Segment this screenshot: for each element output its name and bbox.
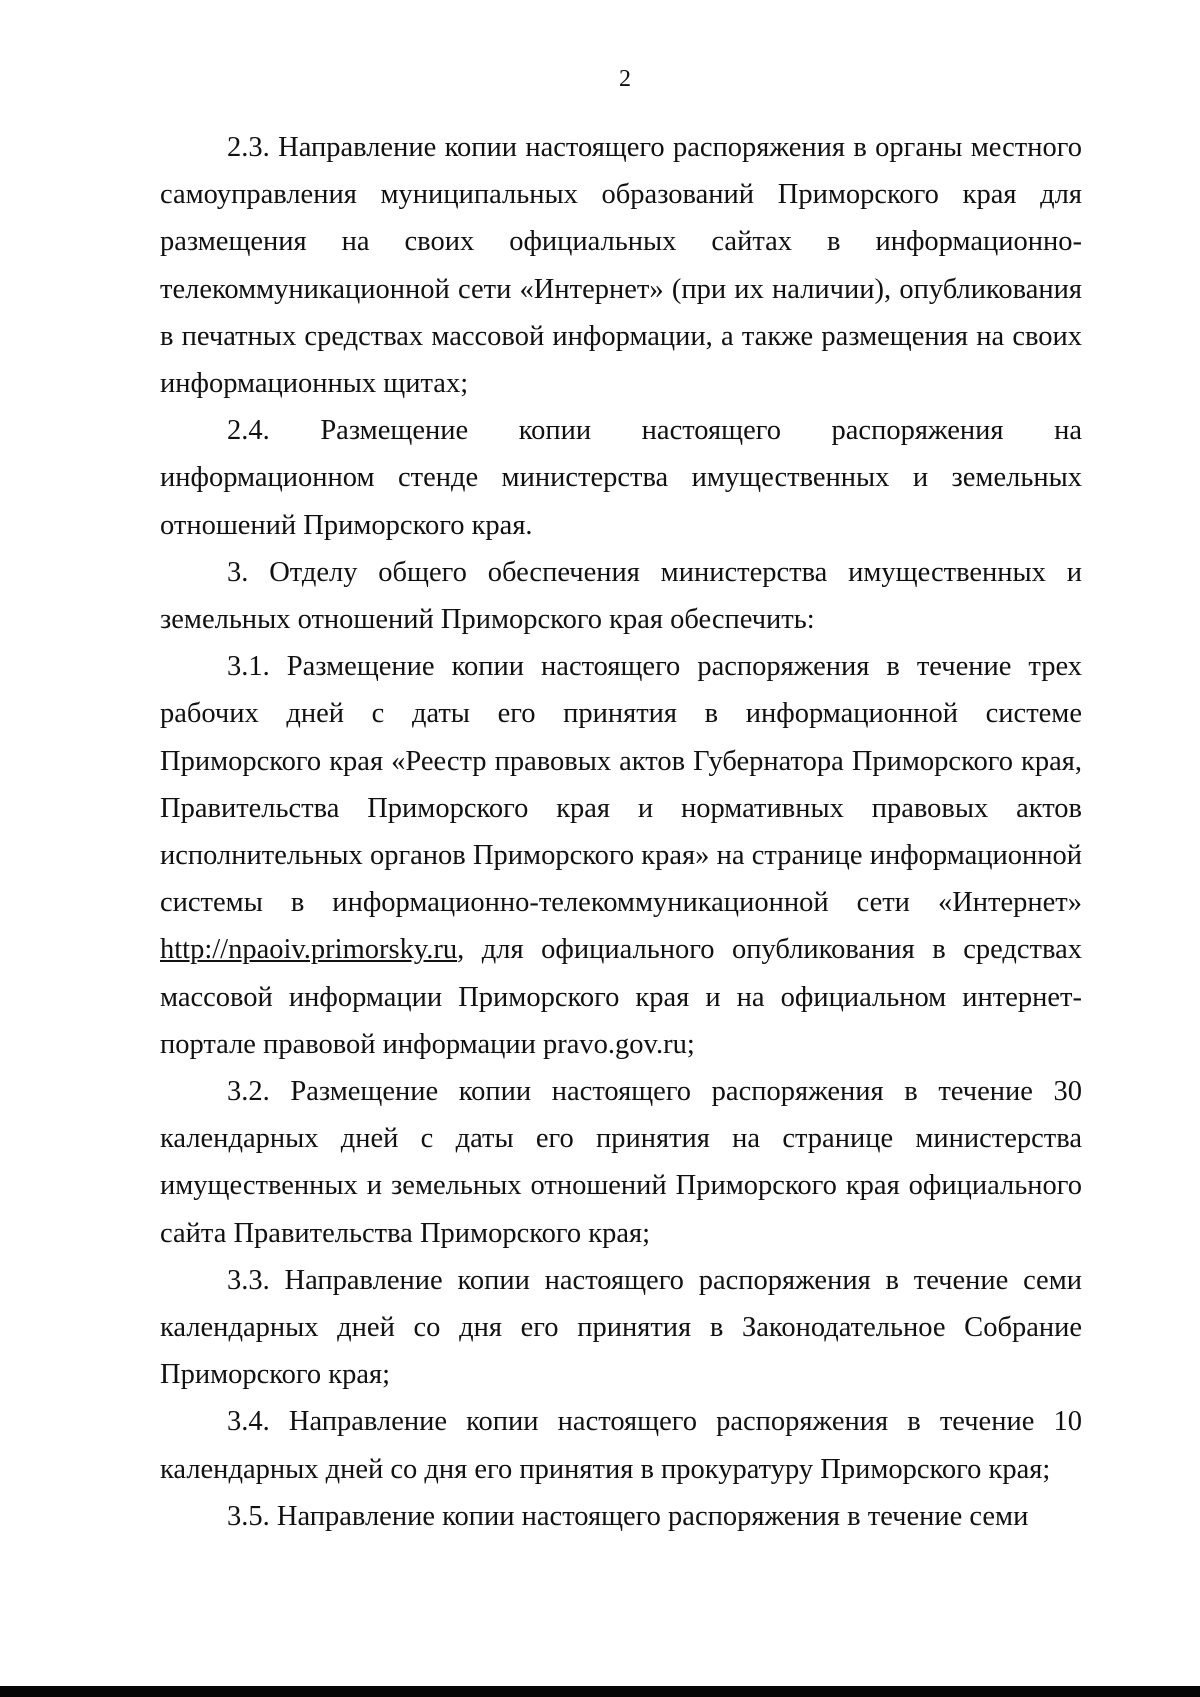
npaoiv-link[interactable]: http://npaoiv.primorsky.ru [160, 934, 458, 966]
document-body [160, 124, 1082, 1540]
scan-edge-bar [0, 1686, 1200, 1697]
page-number: 2 [619, 66, 631, 92]
paragraph-3-3: 3.3. Направление копии настоящего распоряжения в течение семи календарных дней со дня его принятия в Законодательное Собрание Приморского края; [160, 1264, 1082, 1391]
paragraph-3-1-text-before-link: 3.1. Размещение копии настоящего распоряжения в течение трех рабочих дней с даты его принятия в информационной системе Приморского края «Реестр правовых актов Губернатора Приморского края, Правительства Приморского края и нормативных правовых актов исполнительных органов Приморского края» на странице информационной системы в информационно-телекоммуникационной сети «Интернет» [160, 651, 1082, 919]
paragraph-2-3: 2.3. Направление копии настоящего распоряжения в органы местного самоуправления муниципальных образований Приморского края для размещения на своих официальных сайтах в информационно-телекоммуникационной сети «Интернет» (при их наличии), опубликования в печатных средствах массовой информации, а также размещения на своих информационных щитах; [160, 132, 1082, 400]
paragraph-3-4: 3.4. Направление копии настоящего распоряжения в течение 10 календарных дней со дня его принятия в прокуратуру Приморского края; [160, 1406, 1082, 1485]
paragraph-3-2: 3.2. Размещение копии настоящего распоряжения в течение 30 календарных дней с даты его принятия на странице министерства имущественных и земельных отношений Приморского края официального сайта Правительства Приморского края; [160, 1076, 1082, 1249]
paragraph-2-4: 2.4. Размещение копии настоящего распоряжения на информационном стенде министерства имущественных и земельных отношений Приморского края. [160, 415, 1082, 541]
paragraph-3: 3. Отделу общего обеспечения министерства имущественных и земельных отношений Приморского края обеспечить: [160, 556, 1082, 636]
paragraph-3-1 [160, 643, 1082, 1068]
paragraph-3-5: 3.5. Направление копии настоящего распоряжения в течение семи [227, 1500, 1029, 1532]
paragraph-3-1-text-after-link: , для официального опубликования в средствах массовой информации Приморского края и на официальном интернет-портале правовой информации pravo.gov.ru; [160, 934, 1082, 1060]
